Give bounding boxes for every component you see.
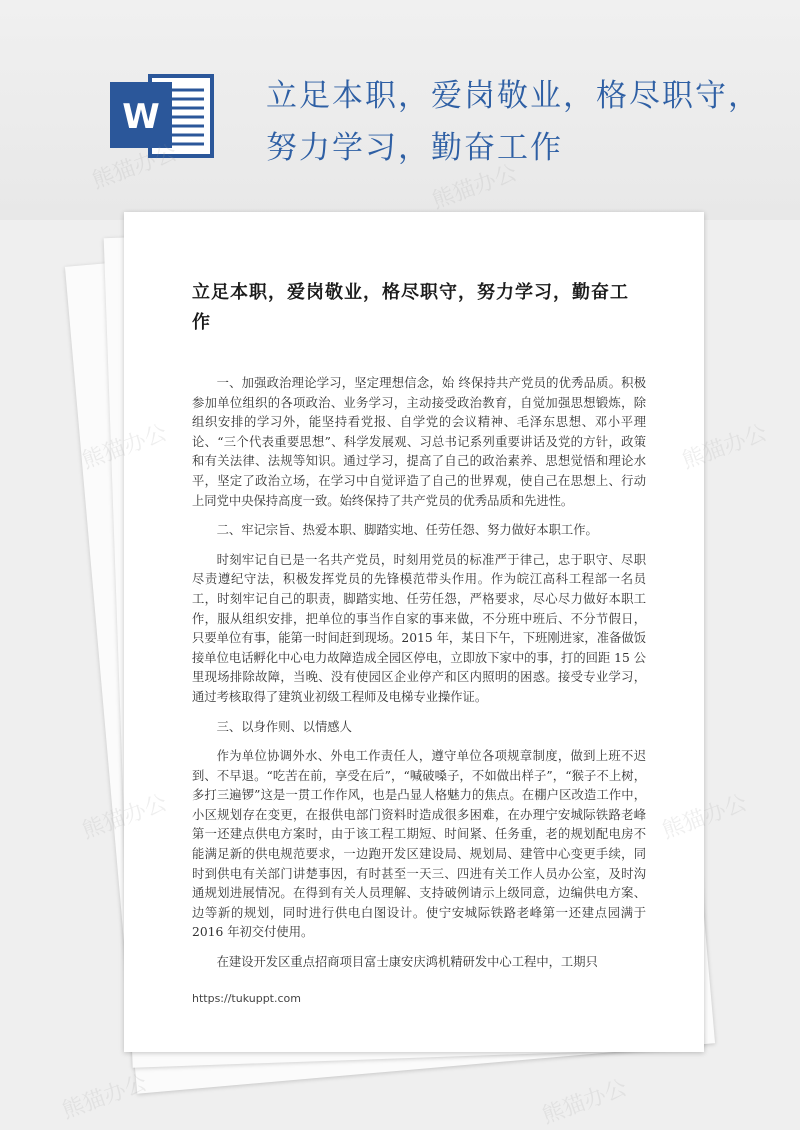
banner-title: 立足本职，爱岗敬业，格尽职守，努力学习，勤奋工作 xyxy=(266,78,761,166)
watermark: 熊猫办公 xyxy=(59,1070,151,1125)
document-body xyxy=(192,374,646,983)
footer-url: https://tukuppt.com xyxy=(192,992,301,1005)
watermark: 熊猫办公 xyxy=(679,420,771,475)
paragraph: 时刻牢记自已是一名共产党员，时刻用党员的标准严于律己，忠于职守、尽职尽责遵纪守法，积极发挥党员的先锋模范带头作用。作为皖江高科工程部一名员工，时刻牢记自己的职责，脚踏实地、任劳任怨，严格要求，尽心尽力做好本职工作，服从组织安排，把单位的事当作自家的事来做，不分班中班后、不分节假日，只要单位有事，能第一时间赶到现场。2015 年，某日下午，下班刚进家，准备做饭接单位电话孵化中心电力故障造成全园区停电，立即放下家中的事，打的回距 15 公里现场排除故障，当晚、没有使园区企业停产和区内照明的困惑。接受专业学习，通过考核取得了建筑业初级工程师及电梯专业操作证。 xyxy=(192,552,646,704)
watermark: 熊猫办公 xyxy=(539,1075,631,1130)
document-title: 立足本职，爱岗敬业，格尽职守，努力学习，勤奋工作 xyxy=(192,282,629,333)
document-page xyxy=(124,212,704,1052)
word-document-icon xyxy=(110,72,220,160)
watermark: 熊猫办公 xyxy=(659,790,751,845)
paragraph: 作为单位协调外水、外电工作责任人，遵守单位各项规章制度，做到上班不迟到、不早退。“吃苦在前，享受在后”，“喊破嗓子，不如做出样子”，“猴子不上树，多打三遍锣”这是一贯工作作风，也是凸显人格魅力的焦点。在棚户区改造工作中，小区规划存在变更，在报供电部门资料时造成很多困难，在办理宁安城际铁路老峰第一还建点供电方案时，由于该工程工期短、时间紧、任务重，老的规划配电房不能满足新的供电规范要求，一边跑开发区建设局、规划局、建管中心变更手续，同时到供电有关部门讲楚事因，有时甚至一天三、四进有关工作人员办公室，及时沟通规划进展情况。在得到有关人员理解、支持破例请示上级同意，边编供电方案、边等新的规划，同时进行供电白图设计。使宁安城际铁路老峰第一还建点园满于 2016 年初交付使用。 xyxy=(192,749,646,940)
paragraph: 二、牢记宗旨、热爱本职、脚踏实地、任劳任怨、努力做好本职工作。 xyxy=(216,523,598,538)
paragraph: 在建设开发区重点招商项目富士康安庆鸿机精研发中心工程中，工期只 xyxy=(216,955,598,970)
paragraph: 一、加强政治理论学习，坚定理想信念，始 终保持共产党员的优秀品质。积极参加单位组织的各项政治、业务学习，主动接受政治教育，自觉加强思想锻炼，除组织安排的学习外，能坚持看党报、自学党的会议精神、毛泽东思想、邓小平理论、“三个代表重要思想”、科学发展观、习总书记系列重要讲话及党的方针，政策和有关法律、法规等知识。通过学习，提高了自己的政治素养、思想觉悟和理论水平，坚定了政治立场，在学习中自觉评造了自己的世界观，使自己在思想上、行动上同党中央保持高度一致。始终保持了共产党员的优秀品质和先进性。 xyxy=(192,376,646,508)
paragraph: 三、以身作则、以情感人 xyxy=(216,719,352,734)
word-icon-letter: W xyxy=(122,97,160,137)
